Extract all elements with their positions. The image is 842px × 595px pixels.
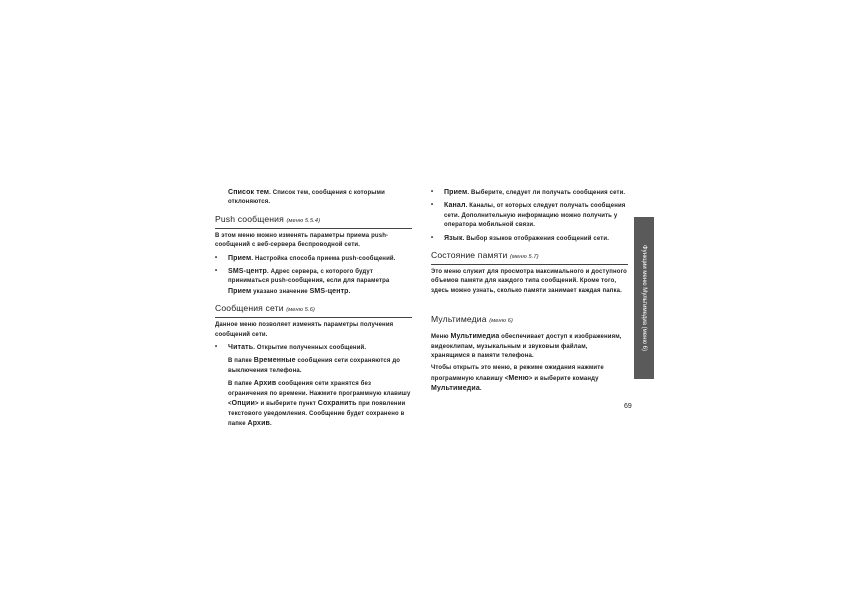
chapter-tab-label: Функции меню Мультимедиа (меню 6) bbox=[641, 245, 647, 351]
bullet-icon: • bbox=[431, 202, 434, 209]
paragraph: Это меню служит для просмотра максимального и доступного объемов памяти для каждого типа сообщений. Кроме того, здесь можно узнать, сколько памяти занимает каждая папка. bbox=[431, 269, 627, 294]
bullet-icon: • bbox=[215, 254, 218, 261]
paragraph: В папке Временные сообщения сети сохраняются до выключения телефона. bbox=[228, 357, 401, 374]
right-column bbox=[431, 188, 628, 395]
bullet-icon: • bbox=[215, 268, 218, 275]
section-heading: Состояние памяти (меню 5.7) bbox=[431, 250, 628, 265]
chapter-tab bbox=[634, 217, 654, 379]
paragraph: В этом меню можно изменять параметры приема push-сообщений с веб-сервера беспроводной сети. bbox=[215, 232, 389, 249]
page-number: 69 bbox=[624, 403, 632, 410]
list-item: Список тем. Список тем, сообщения с которыми отклоняются. bbox=[228, 189, 385, 206]
section-heading: Мультимедиа (меню 6) bbox=[431, 314, 514, 325]
paragraph: Меню Мультимедиа обеспечивает доступ к изображениям, видеоклипам, музыкальным и звуковым файлам, хранящимся в памяти телефона. bbox=[431, 333, 622, 360]
list-item: • Прием. Выберите, следует ли получать сообщения сети. bbox=[431, 189, 626, 196]
bullet-icon: • bbox=[215, 344, 218, 351]
section-heading: Сообщения сети (меню 5.6) bbox=[215, 303, 412, 318]
list-item: • Канал. Каналы, от которых следует получать сообщения сети. Дополнительную информацию можно получить у оператора мобильной связи. bbox=[431, 202, 626, 229]
paragraph: Чтобы открыть это меню, в режиме ожидания нажмите программную клавишу <Меню> и выберите команду Мультимедиа. bbox=[431, 365, 604, 393]
section-heading: Push сообщения (меню 5.5.4) bbox=[215, 214, 412, 229]
list-item: • Читать. Открытие полученных сообщений. bbox=[215, 344, 367, 352]
paragraph: В папке Архив сообщения сети хранятся без ограничения по времени. Нажмите программную клавишу <Опции> и выберите пункт Сохранить при появлении текстового уведомления. Сообщение будет сохранено в папке Архив. bbox=[228, 380, 411, 427]
bullet-icon: • bbox=[431, 189, 434, 195]
list-item: • Прием. Настройка способа приема push-сообщений. bbox=[215, 254, 396, 262]
bullet-icon: • bbox=[431, 234, 434, 241]
left-column bbox=[215, 188, 412, 429]
list-item: • SMS-центр. Адрес сервера, с которого будут приниматься push-сообщения, если для параметра Прием указано значение SMS-центр. bbox=[215, 268, 390, 295]
paragraph: Данное меню позволяет изменять параметры получения сообщений сети. bbox=[215, 322, 394, 338]
list-item: • Язык. Выбор языков отображения сообщений сети. bbox=[431, 234, 610, 242]
